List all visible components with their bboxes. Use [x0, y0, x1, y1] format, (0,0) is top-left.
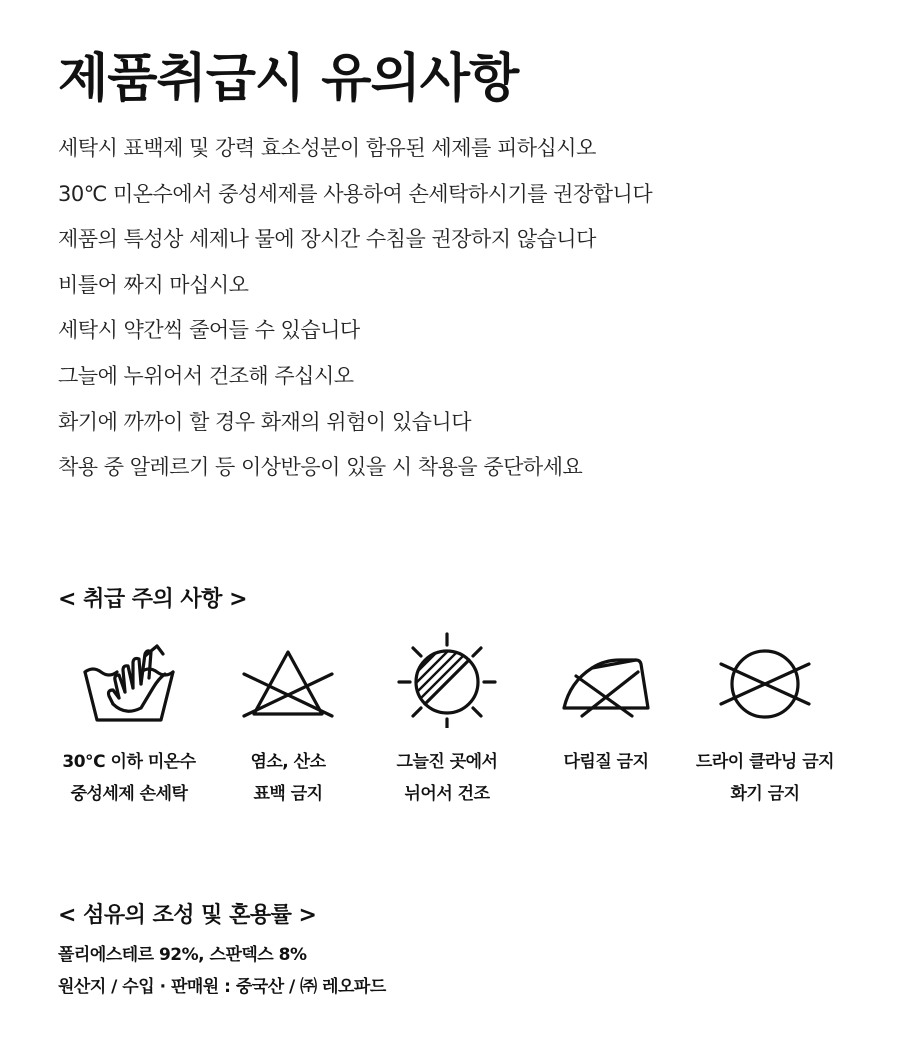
- care-item-label: 30℃ 이하 미온수: [62, 752, 196, 772]
- care-item-label: 화기 금지: [730, 784, 800, 804]
- care-item-label: 중성세제 손세탁: [70, 784, 188, 804]
- care-note: 30℃ 미온수에서 중성세제를 사용하여 손세탁하시기를 권장합니다: [58, 181, 653, 206]
- origin-info: 원산지 / 수입 · 판매원 : 중국산 / ㈜ 레오파드: [58, 977, 386, 997]
- no-dry-clean-icon: [715, 632, 815, 728]
- care-item-no-dry-clean: [680, 632, 850, 810]
- care-item-label: 그늘진 곳에서: [396, 752, 498, 772]
- care-item-shade-dry: [362, 632, 532, 810]
- fiber-section-title: < 섬유의 조성 및 혼용률 >: [58, 903, 317, 928]
- care-item-hand-wash: [44, 632, 214, 810]
- care-notes-list: [58, 133, 652, 498]
- care-item-label: 표백 금지: [253, 784, 323, 804]
- care-note: 화기에 까까이 할 경우 화재의 위험이 있습니다: [58, 409, 471, 434]
- care-item-label: 염소, 산소: [250, 752, 326, 772]
- no-iron-icon: [556, 632, 656, 728]
- hand-wash-icon: [79, 632, 179, 728]
- care-item-no-bleach: [203, 632, 373, 810]
- page-title: 제품취급시 유의사항: [58, 49, 519, 109]
- care-note: 제품의 특성상 세제나 물에 장시간 수침을 권장하지 않습니다: [58, 227, 596, 252]
- care-note: 그늘에 누위어서 건조해 주십시오: [58, 363, 354, 388]
- shade-dry-icon: [397, 632, 497, 728]
- care-icons: [0, 632, 900, 812]
- care-item-no-iron: [521, 632, 691, 778]
- care-note: 세탁시 약간씩 줄어들 수 있습니다: [58, 318, 360, 343]
- care-item-label: 뉘어서 건조: [404, 784, 490, 804]
- care-note: 착용 중 알레르기 등 이상반응이 있을 시 착용을 중단하세요: [58, 455, 583, 480]
- care-section-title: < 취급 주의 사항 >: [58, 587, 248, 612]
- care-item-label: 드라이 클라닝 금지: [695, 752, 835, 772]
- no-bleach-icon: [238, 632, 338, 728]
- care-item-label: 다림질 금지: [563, 752, 649, 772]
- care-note: 비틀어 짜지 마십시오: [58, 272, 249, 297]
- care-note: 세탁시 표백제 및 강력 효소성분이 함유된 세제를 피하십시오: [58, 136, 596, 160]
- fiber-composition: 폴리에스테르 92%, 스판덱스 8%: [58, 945, 307, 965]
